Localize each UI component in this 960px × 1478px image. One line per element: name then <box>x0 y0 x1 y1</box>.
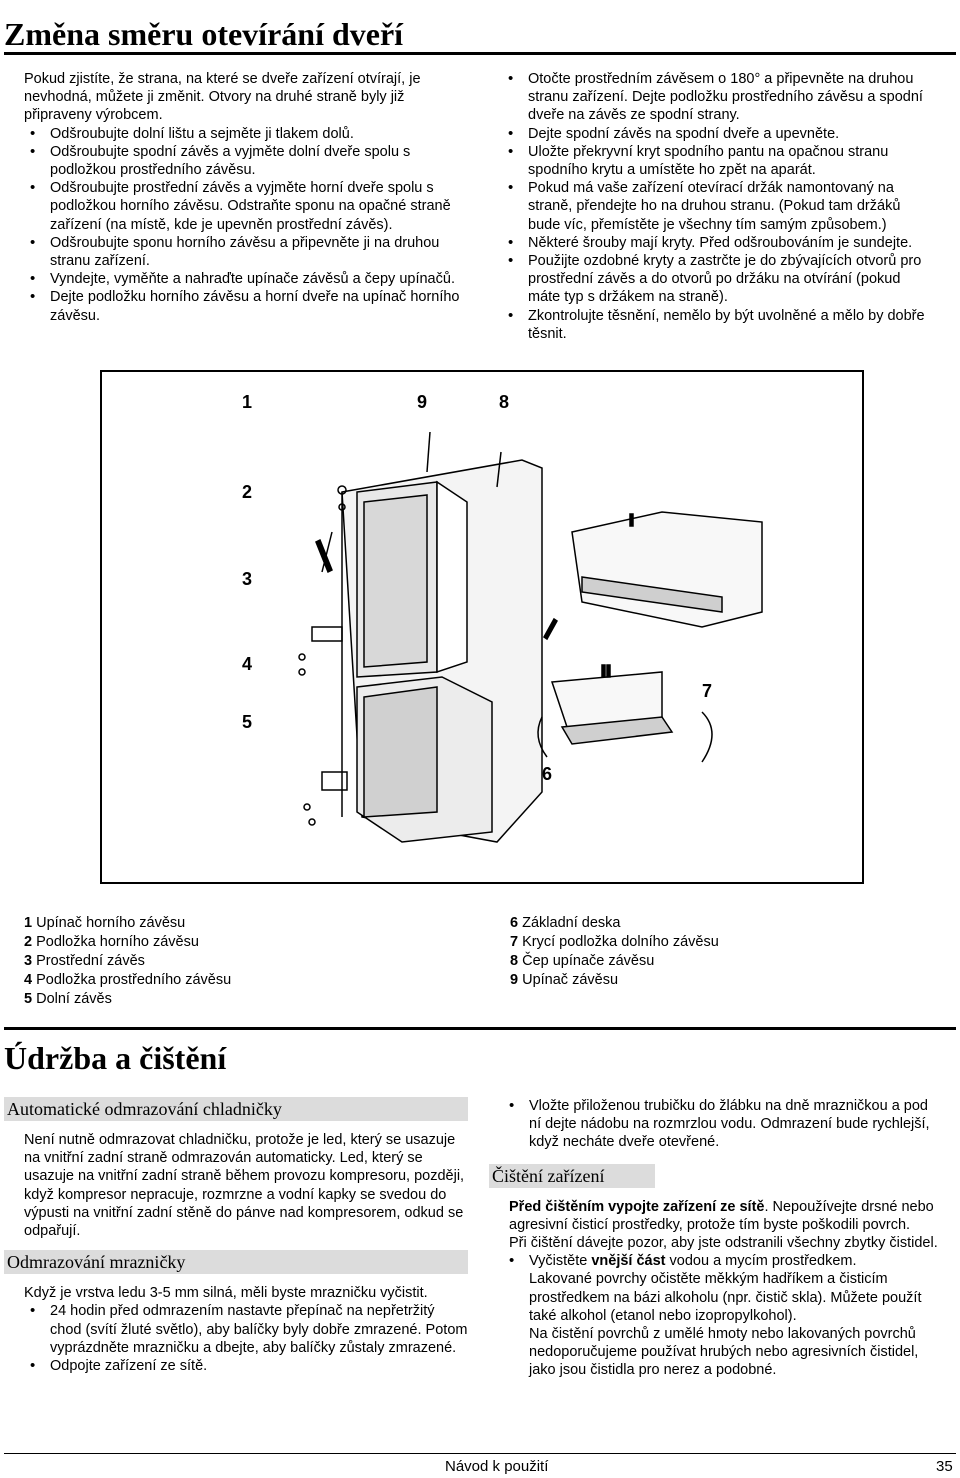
door-left-column <box>24 70 464 325</box>
door-step: • Dejte spodní závěs na spodní dveře a upevněte. <box>502 125 930 143</box>
maintenance-right-column <box>489 1097 941 1380</box>
door-step: • Odšroubujte prostřední závěs a vyjměte horní dveře spolu s podložkou horního závěsu. Odstraňte sponu na opačné straně zařízení (na místě, kde je upevněn prostřední závěs). <box>24 179 464 234</box>
legend-item: 3 Prostřední závěs <box>24 953 145 969</box>
figure-label-4: 4 <box>242 654 253 674</box>
figure-label-1: 1 <box>242 392 253 412</box>
door-step: • Pokud má vaše zařízení otevírací držák namontovaný na straně, přendejte ho na druhou stranu. (Pokud tam držáků bude víc, přemístěte je všechny tím samým způsobem.) <box>502 179 930 234</box>
auto-defrost-heading: Automatické odmrazování chladničky <box>4 1097 468 1121</box>
figure-label-8: 8 <box>499 392 510 412</box>
cleaning-note: Na čistění povrchů z umělé hmoty nebo lakovaných povrchů nedoporučujeme používat hrubých nebo agresivních čistidel, jako jsou čistidla pro nerez a podobné. <box>529 1326 919 1379</box>
door-step: • Odšroubujte spodní závěs a vyjměte dolní dveře spolu s podložkou prostředního závěsu. <box>24 143 464 179</box>
freezer-step: • Odpojte zařízení ze sítě. <box>24 1357 468 1375</box>
door-step: • Odšroubujte dolní lištu a sejměte ji tlakem dolů. <box>24 125 464 143</box>
figure-label-7: 7 <box>702 681 713 701</box>
footer-manual: Návod k použití <box>445 1458 549 1475</box>
cleaning-heading: Čištění zařízení <box>489 1164 655 1188</box>
legend-item: 8 Čep upínače závěsu <box>510 953 655 969</box>
door-step: • Zkontrolujte těsnění, nemělo by být uvolněné a mělo by dobře těsnit. <box>502 307 930 343</box>
door-right-column <box>502 70 930 343</box>
figure-label-2: 2 <box>242 482 253 502</box>
cleaning-text: Před čištěním vypojte zařízení ze sítě. Nepoužívejte drsné nebo agresivní čisticí prostředky, protože tím byste poškodili povrch. <box>509 1198 934 1233</box>
legend-left <box>24 914 231 1009</box>
figure-label-5: 5 <box>242 712 253 732</box>
freezer-step: • 24 hodin před odmrazením nastavte přepínač na nepřetržitý chod (svítí žluté světlo), aby balíčky byly dobře zmrazené. Potom vyprázdněte mrazničku a dbejte, aby balíčky zůstaly zmrazené. <box>24 1302 468 1357</box>
door-step: • Vyndejte, vyměňte a nahraďte upínače závěsů a čepy upínačů. <box>24 270 464 288</box>
freezer-defrost-text: Když je vrstva ledu 3-5 mm silná, měli byste mrazničku vyčistit. <box>24 1285 428 1302</box>
section-rule <box>4 1027 956 1030</box>
legend-item: 9 Upínač závěsu <box>510 972 619 988</box>
cleaning-note: Lakované povrchy očistěte měkkým hadříkem a čisticím prostředkem na bázi alkoholu (npr. čistič skla). Můžete použít také alkohol (etanol nebo izopropylkohol). <box>529 1271 922 1324</box>
legend-item: 4 Podložka prostředního závěsu <box>24 972 232 988</box>
figure-label-9: 9 <box>417 392 428 412</box>
cleaning-text-2: Při čištění dávejte pozor, aby jste odstranili všechny zbytky čistidel. <box>509 1235 938 1252</box>
door-reversal-diagram <box>100 370 864 884</box>
door-step: • Dejte podložku horního závěsu a horní dveře na upínač horního závěsu. <box>24 288 464 324</box>
page-number: 35 <box>936 1458 953 1475</box>
maintenance-left-column <box>4 1097 468 1375</box>
door-intro: Pokud zjistíte, že strana, na které se dveře zařízení otvírají, je nevhodná, můžete ji změnit. Otvory na druhé straně byly již připraveny výrobcem. <box>24 71 421 124</box>
door-step: • Uložte překryvní kryt spodního pantu na opačnou stranu spodního krytu a umístěte ho zpět na aparát. <box>502 143 930 179</box>
auto-defrost-text: Není nutně odmrazovat chladničku, protože je led, který se usazuje na vnitřní zadní straně odmrazován automaticky. Led, který se usazuje na vnitřní zadní straně během provozu kompresoru, později, když kompresor nepracuje, rozmrzne a vodní kapky se svedou do výpusti na vnitřní zadní stěně do pánve nad kompresorem, odkud se odpařují. <box>24 1132 465 1240</box>
footer-rule <box>4 1453 956 1454</box>
legend-item: 6 Základní deska <box>510 915 621 931</box>
legend-right <box>510 914 719 990</box>
door-step: • Použijte ozdobné kryty a zastrčte je do zbývajících otvorů pro prostřední závěs a do otvorů po držáku na otvírání (pokud máte typ s držákem na straně). <box>502 252 930 307</box>
figure-label-6: 6 <box>542 764 553 784</box>
freezer-defrost-heading: Odmrazování mrazničky <box>4 1250 468 1274</box>
door-step: • Odšroubujte sponu horního závěsu a připevněte ji na druhou stranu zařízení. <box>24 234 464 270</box>
legend-item: 7 Krycí podložka dolního závěsu <box>510 934 719 950</box>
legend-item: 2 Podložka horního závěsu <box>24 934 199 950</box>
section-title-door: Změna směru otevírání dveří <box>4 16 404 52</box>
cleaning-step: • Vyčistěte vnější část vodou a mycím prostředkem. <box>503 1252 941 1270</box>
legend-item: 5 Dolní závěs <box>24 991 112 1007</box>
door-step: • Otočte prostředním závěsem o 180° a připevněte na druhou stranu zařízení. Dejte podložku prostředního závěsu a spodní dveře na závěs ze spodní strany. <box>502 70 930 125</box>
title-rule <box>4 52 956 55</box>
section-title-maintenance: Údržba a čištění <box>4 1040 227 1076</box>
door-step: • Některé šrouby mají kryty. Před odšroubováním je sundejte. <box>502 234 930 252</box>
figure-label-3: 3 <box>242 569 253 589</box>
fridge-illustration <box>102 372 862 882</box>
legend-item: 1 Upínač horního závěsu <box>24 915 186 931</box>
freezer-step: • Vložte přiloženou trubičku do žlábku na dně mrazničkou a pod ní dejte nádobu na rozmrzlou vodu. Odmrazení bude rychlejší, když necháte dveře otevřené. <box>503 1097 941 1152</box>
